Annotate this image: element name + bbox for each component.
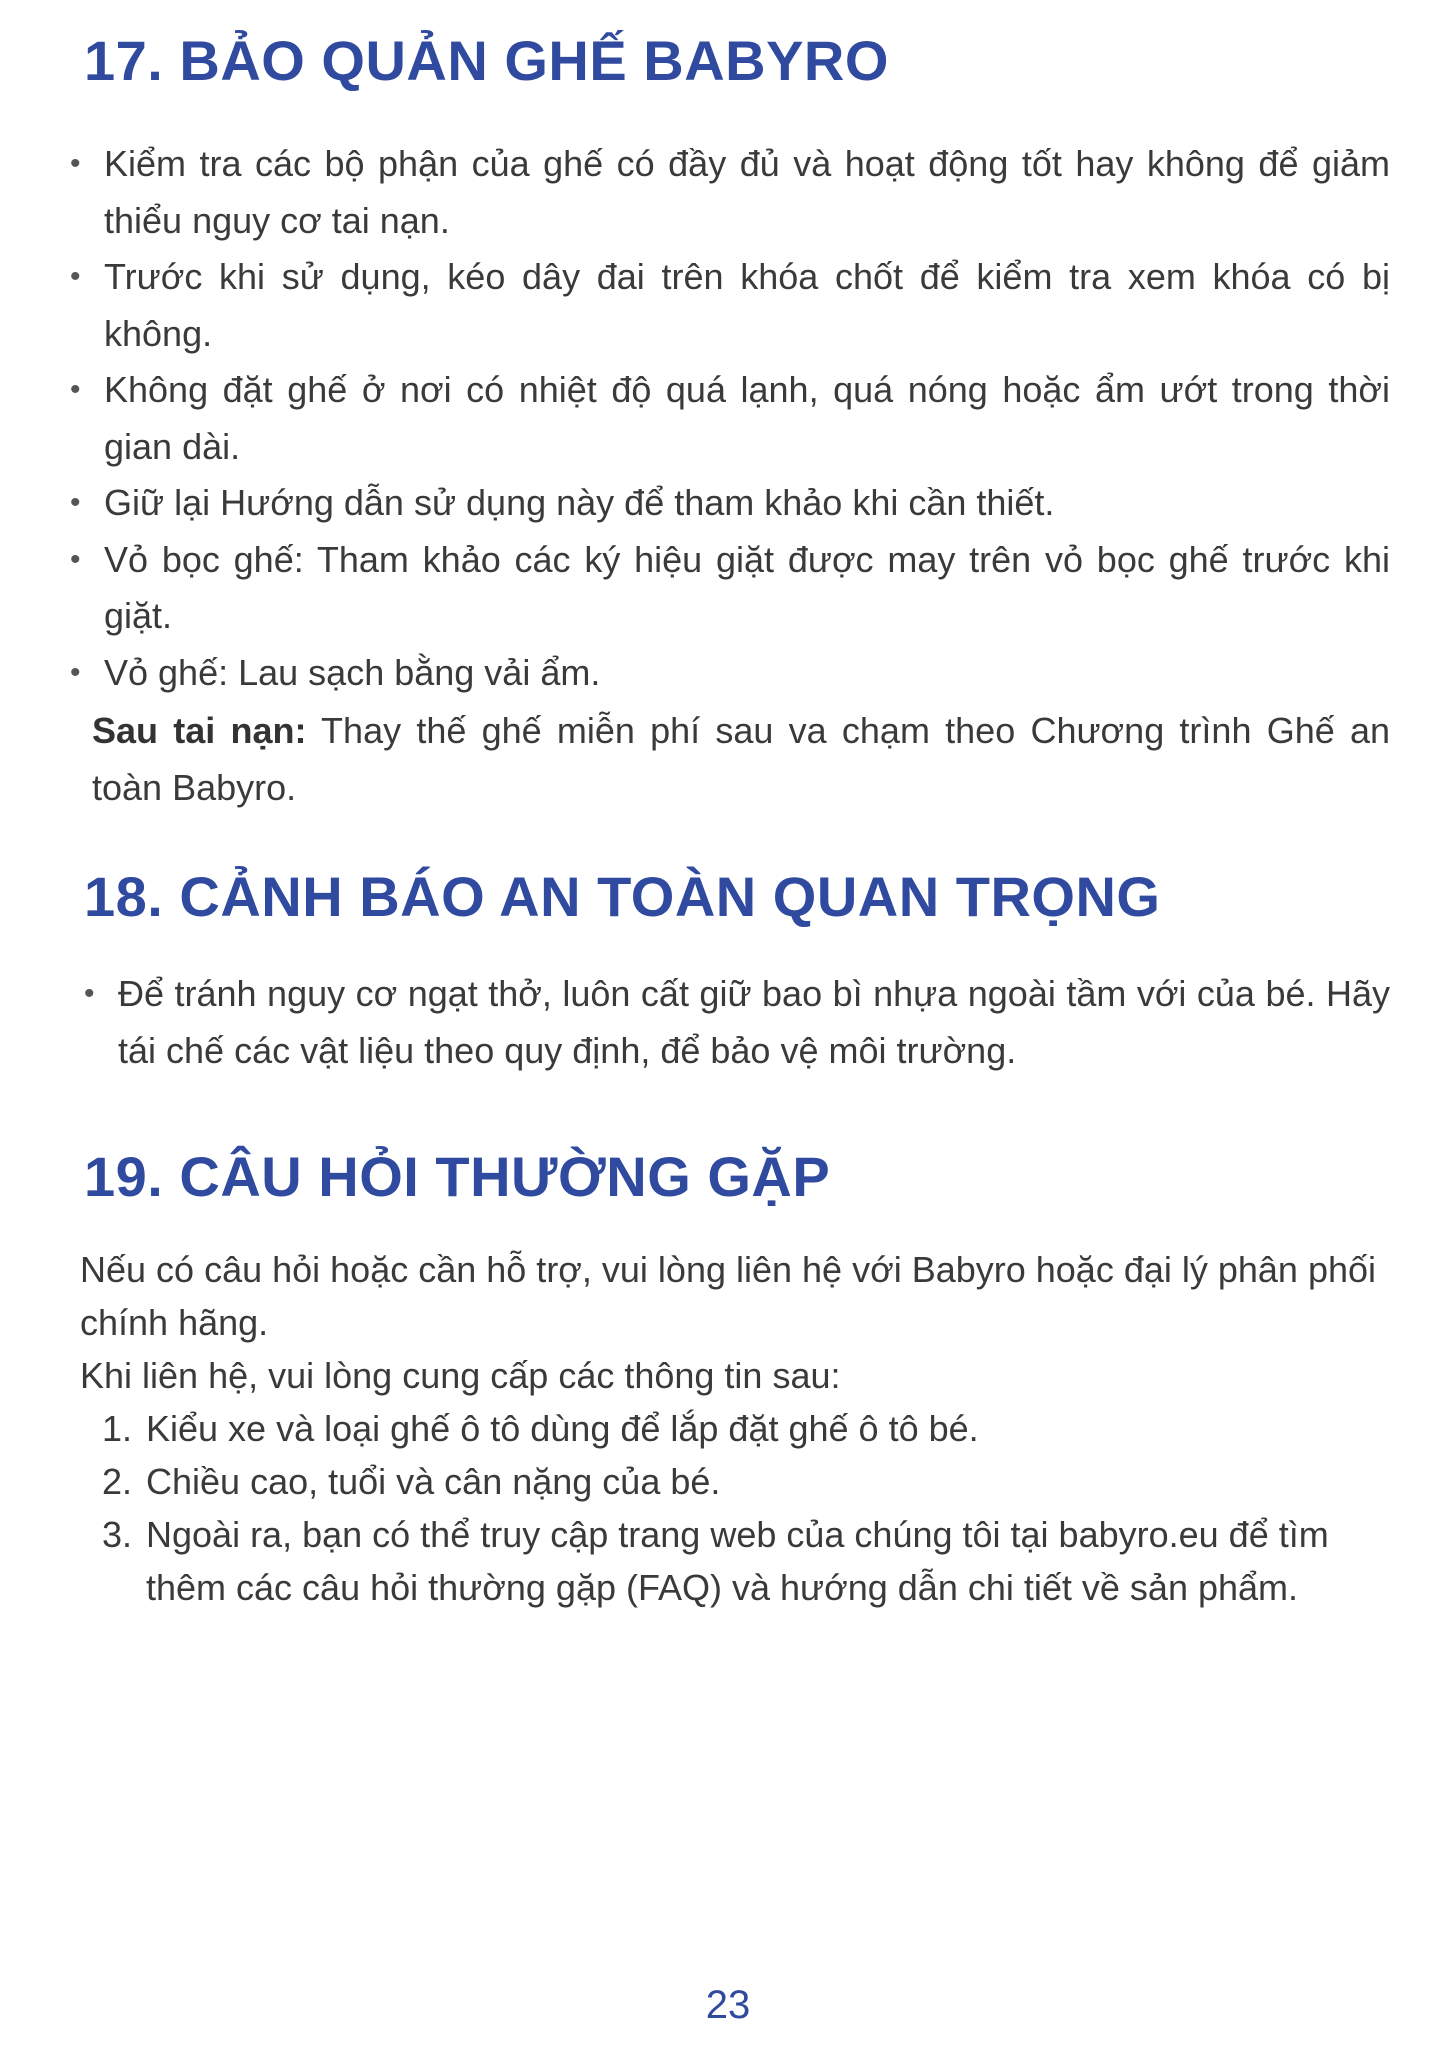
bullet-icon: • [84, 977, 95, 1010]
section-17-title: 17. BẢO QUẢN GHẾ BABYRO [84, 29, 889, 92]
faq-intro: Nếu có câu hỏi hoặc cần hỗ trợ, vui lòng liên hệ với Babyro hoặc đại lý phân phối chính hãng. [80, 1249, 1377, 1343]
list-item-text: Kiểu xe và loại ghế ô tô dùng để lắp đặt ghế ô tô bé. [146, 1408, 979, 1449]
list-item [70, 136, 1390, 249]
list-item-text: Kiểm tra các bộ phận của ghế có đầy đủ và hoạt động tốt hay không để giảm thiểu nguy cơ tai nạn. [104, 143, 1390, 241]
list-item [70, 249, 1390, 362]
after-accident-label: Sau tai nạn: [92, 710, 307, 751]
bullet-icon: • [70, 655, 81, 689]
section-19-title: 19. CÂU HỎI THƯỜNG GẶP [84, 1145, 831, 1208]
bullet-icon: • [70, 542, 81, 576]
bullet-icon: • [70, 373, 81, 406]
list-item-text: Không đặt ghế ở nơi có nhiệt độ quá lạnh, quá nóng hoặc ẩm ướt trong thời gian dài. [104, 369, 1390, 467]
list-item [70, 532, 1390, 645]
list-item-text: Trước khi sử dụng, kéo dây đai trên khóa chốt để kiểm tra xem khóa có bị không. [104, 256, 1390, 354]
list-item [80, 1402, 1398, 1455]
list-item-text: Chiều cao, tuổi và cân nặng của bé. [146, 1461, 721, 1502]
list-item [70, 645, 1390, 702]
list-item-text: Ngoài ra, bạn có thể truy cập trang web của chúng tôi tại babyro.eu để tìm thêm các câu hỏi thường gặp (FAQ) và hướng dẫn chi tiết về sản phẩm. [146, 1514, 1329, 1608]
bullet-icon: • [70, 147, 81, 180]
section-18-title: 18. CẢNH BÁO AN TOÀN QUAN TRỌNG [84, 865, 1161, 928]
after-accident-paragraph [92, 703, 1390, 816]
list-number: 2. [102, 1461, 133, 1502]
after-accident-text: Thay thế ghế miễn phí sau va chạm theo Chương trình Ghế an toàn Babyro. [92, 710, 1391, 808]
page-number: 23 [705, 1983, 751, 2027]
list-item [80, 1508, 1398, 1614]
list-item-text: Giữ lại Hướng dẫn sử dụng này để tham khảo khi cần thiết. [104, 482, 1055, 523]
list-item-text: Để tránh nguy cơ ngạt thở, luôn cất giữ bao bì nhựa ngoài tầm với của bé. Hãy tái chế các vật liệu theo quy định, để bảo vệ môi trường. [118, 973, 1390, 1071]
faq-contact-intro: Khi liên hệ, vui lòng cung cấp các thông tin sau: [80, 1355, 841, 1396]
list-item-text: Vỏ ghế: Lau sạch bằng vải ẩm. [104, 651, 601, 693]
section-17-list [70, 136, 1390, 701]
faq-body [80, 1243, 1398, 1614]
list-item-text: Vỏ bọc ghế: Tham khảo các ký hiệu giặt được may trên vỏ bọc ghế trước khi giặt. [104, 538, 1390, 636]
list-number: 1. [102, 1408, 133, 1449]
list-item [84, 966, 1390, 1079]
list-item [70, 362, 1390, 475]
list-number: 3. [102, 1514, 133, 1555]
bullet-icon: • [70, 486, 81, 519]
list-item [70, 475, 1390, 532]
section-18-list [84, 966, 1390, 1079]
faq-info-list [80, 1402, 1398, 1614]
bullet-icon: • [70, 260, 81, 293]
list-item [80, 1455, 1398, 1508]
